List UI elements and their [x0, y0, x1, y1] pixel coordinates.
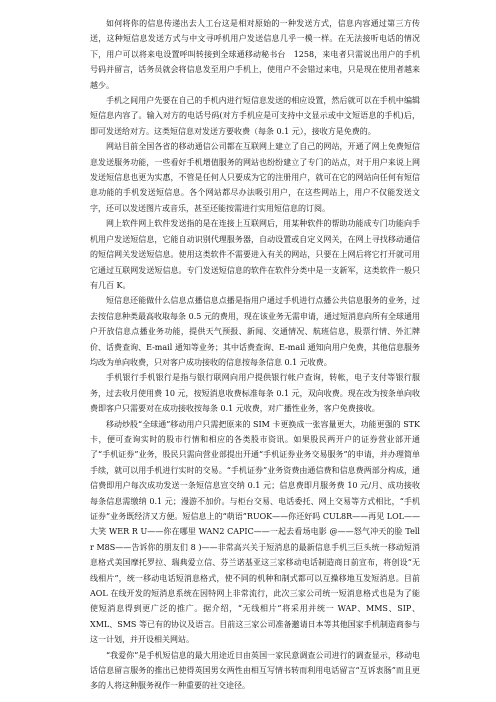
paragraph-i-love-you: “我爱你”是手机短信息的最大用途近日由英国一家民意调查公司进行的调查显示，移动电话信息留言服务的推出已使得英国男女两性由相互写情书转而利用电话留言“互诉衷肠”而且更多的人将这种服务视作一种重要的社交途径。: [90, 650, 420, 691]
paragraph-software: 网上软件网上软件发送指的是在连接上互联网后，用某种软件的帮助功能成专门功能向手机用户发送短信息，它能自动识别代理服务器，自动设置或自定义网关，在网上寻找移动通信的短信网关发送短信息。使用这类软件不需要进入有关的网站，只要在上网后将它打开就可用它通过互联网发送短信息。专门发送短信息的软件在软件分类中是一支新军，这类软件一般只有几百 K。: [90, 219, 420, 290]
paragraph-manual-relay: 如何将你的信息传递出去人工台这是相对原始的一种发送方式，信息内容通过第三方传送，这种短信息发送方式与中文寻呼机用户发送信息几乎一模一样。在无法接听电话的情况下，用户可以将来电设置呼叫转接到全球通移动秘书台 1258，来电者只需说出用户的手机号码并留言，话务员就会将信息发至用户手机上，使用户不会错过来电，只是现在使用者越来越少。: [90, 19, 420, 90]
paragraph-websites: 网站目前全国各省的移动通信公司都在互联网上建立了自己的网站，开通了网上免费短信息发送服务功能，一些看好手机增值服务的网站也纷纷建立了专门的站点，对于用户来说上网发送短信息也更为实惠，不管是任何人只要成为它的注册用户，就可在它的网站向任何有短信息功能的手机发送短信息。各个网站都尽办法吸引用户，在这些网站上，用户不仅能发送文字，还可以发送图片或音乐，甚至还能按需进行实用短信息的订阅。: [90, 142, 420, 213]
paragraph-mobile-banking: 手机银行手机银行是指与银行联网向用户提供银行帐户查询，转帐，电子支付等银行服务，过去收月使用费 10 元，按短消息收费标准每条 0.1 元，双向收费。现在改为按条单向收费即客户只需要对在成功接收按每条 0.1 元收费，对广播性业务，客户免费接收。: [90, 373, 420, 414]
document-body: [90, 16, 420, 694]
paragraph-info-on-demand: 短信息还能做什么信息点播信息点播是指用户通过手机进行点播公共信息服务的业务，过去按信息种类最高收取每条 0.5 元的费用，现在该业务无需申请，通过短消息向所有全球通用户开放信息点播业务功能，提供天气预报、新闻、交通情况、航班信息，股票行情、外汇牌价、话费查询、E-mail 通知等业务；其中话费查询、E-mail 通知向用户免费，其他信息服务均改为单向收费，只对客户成功接收的信息按每条信息 0.1 元收费。: [90, 296, 420, 367]
paragraph-mobile-stocks: 移动炒股“全球通”移动用户只需把原来的 SIM 卡更换成一张容量更大，功能更强的 STK 卡，便可查询实时的股市行情和相应的各类股市资讯。如果股民两开户的证券营业部开通了“手机证券”业务，股民只需向营业部提出开通“手机证券业务交易服务”的申请，并办理简单手续，就可以用手机进行实时的交易。“手机证券”业务资费由通信费和信息费两部分构成，通信费即用户每次成功发送一条短信息宣交纳 0.1 元；信息费即月服务费 10 元/月、成功接收每条信息需缴纳 0.1 元；漫游不加价。与柜台交易、电话委托、网上交易等方式相比，“手机证券”业务既经济又方便。短信息上的“萌语”RUOK——你还好吗 CUL8R——再见 LOL——大笑 WER R U——你在哪里 WAN2 CAPIC——一起去看场电影 @——怒气冲天的脸 Tell r M8S——告诉你的朋友们 8 )——非常高兴关于短消息的最新信息手机三巨头统一移动短消息格式美国摩托罗拉、瑞典爱立信、芬兰诺基亚这三家移动电话制造商日前宣布，将创设“无线相片”，统一移动电话短消息格式，使不同的机种和制式都可以互操移地互发短消息。目前 AOL 在线开发的短消息系统在因特网上非常流行，此次三家公司统一短消息格式也是为了能使短消息得到更广泛的推广。据介绍，“无线相片”将采用并统一 WAP、MMS、SIP、XML、SMS 等已有的协议及语言。目前这三家公司准备邀请日本等其他国家手机制造商参与这一计划，并开设相关网站。: [90, 419, 420, 645]
paragraph-phone-to-phone: 手机之间用户先要在自己的手机内进行短信息发送的相应设置，然后就可以在手机中编辑短信息内容了。输入对方的电话号码(对方手机应是可支持中文显示或中文短语息的手机)后，即可发送给对方。这类短信息对发送方要收费（每条 0.1 元），接收方是免费的。: [90, 96, 420, 136]
